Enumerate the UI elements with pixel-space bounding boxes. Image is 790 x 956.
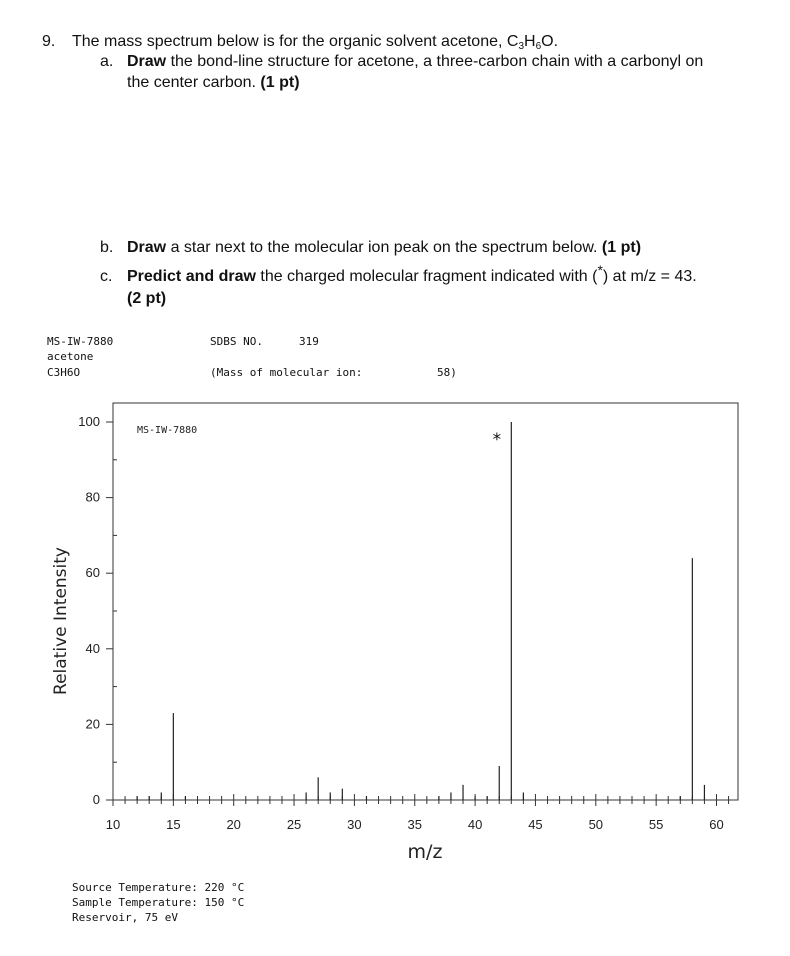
y-tick-label: 100 <box>78 414 100 429</box>
part-b-points: (1 pt) <box>601 239 642 256</box>
part-a-text: the bond-line structure for acetone, a three-carbon chain with a carbonyl on <box>166 53 704 70</box>
y-tick-label: 20 <box>85 716 100 732</box>
star-annotation: * <box>492 430 502 451</box>
question-stem <box>42 32 558 52</box>
sample-temperature: Sample Temperature: 150 °C <box>72 896 245 909</box>
x-tick-label: 35 <box>407 817 422 832</box>
spectrum-id: MS-IW-7880 <box>47 335 114 348</box>
x-axis-label: m/z <box>407 841 443 863</box>
formula-o: O. <box>541 33 559 50</box>
chart-title: MS-IW-7880 <box>137 425 198 436</box>
part-a-text2: the center carbon. <box>127 74 261 91</box>
sdbs-label: SDBS NO. <box>210 335 263 348</box>
part-a-label: a. <box>100 53 114 70</box>
y-tick-label: 60 <box>85 565 100 581</box>
part-c-cont <box>127 289 166 309</box>
formula-h: H <box>524 33 536 50</box>
x-tick-label: 20 <box>226 817 241 832</box>
plot-frame <box>113 403 738 800</box>
x-tick-label: 60 <box>709 817 724 832</box>
compound-name: acetone <box>47 350 94 363</box>
part-b-label: b. <box>100 239 114 256</box>
x-tick-label: 30 <box>347 817 362 832</box>
x-tick-label: 10 <box>105 817 121 832</box>
x-tick-label: 25 <box>286 817 302 832</box>
x-tick-label: 50 <box>588 817 604 832</box>
sdbs-number: 319 <box>299 335 319 348</box>
y-axis-label: Relative Intensity <box>51 547 71 695</box>
formula-subscript-3: 3 <box>518 41 524 52</box>
compound-formula: C3H6O <box>47 366 81 379</box>
part-a-points: (1 pt) <box>260 74 300 91</box>
x-tick-label: 55 <box>648 817 664 832</box>
part-b <box>100 238 641 258</box>
question-number: 9. <box>42 33 56 50</box>
mass-spectrum-chart <box>0 395 790 870</box>
formula-subscript-6: 6 <box>535 41 542 52</box>
part-c-star: * <box>597 262 603 278</box>
part-c-label: c. <box>100 268 113 285</box>
question-intro: The mass spectrum below is for the organic solvent acetone, C <box>72 33 519 50</box>
part-a <box>100 52 703 72</box>
y-tick-label: 40 <box>85 640 100 656</box>
part-c-text2: ) at m/z = 43. <box>602 268 697 285</box>
part-b-verb: Draw <box>127 239 167 256</box>
reservoir-energy: Reservoir, 75 eV <box>72 911 178 924</box>
part-c-verb: Predict and draw <box>127 268 256 285</box>
part-b-text: a star next to the molecular ion peak on the spectrum below. <box>166 239 602 256</box>
part-c <box>100 262 697 287</box>
source-temperature: Source Temperature: 220 °C <box>72 881 245 894</box>
y-tick-label: 0 <box>92 792 100 807</box>
part-c-text: the charged molecular fragment indicated with ( <box>255 268 598 285</box>
part-c-points: (2 pt) <box>127 290 167 307</box>
molecular-ion-label: (Mass of molecular ion: <box>210 366 363 379</box>
part-a-cont <box>127 73 300 93</box>
x-tick-label: 40 <box>467 817 483 832</box>
y-tick-label: 80 <box>85 489 100 505</box>
molecular-ion-value: 58) <box>437 366 457 379</box>
x-tick-label: 45 <box>528 817 543 832</box>
x-tick-label: 15 <box>166 817 181 832</box>
part-a-verb: Draw <box>127 53 167 70</box>
